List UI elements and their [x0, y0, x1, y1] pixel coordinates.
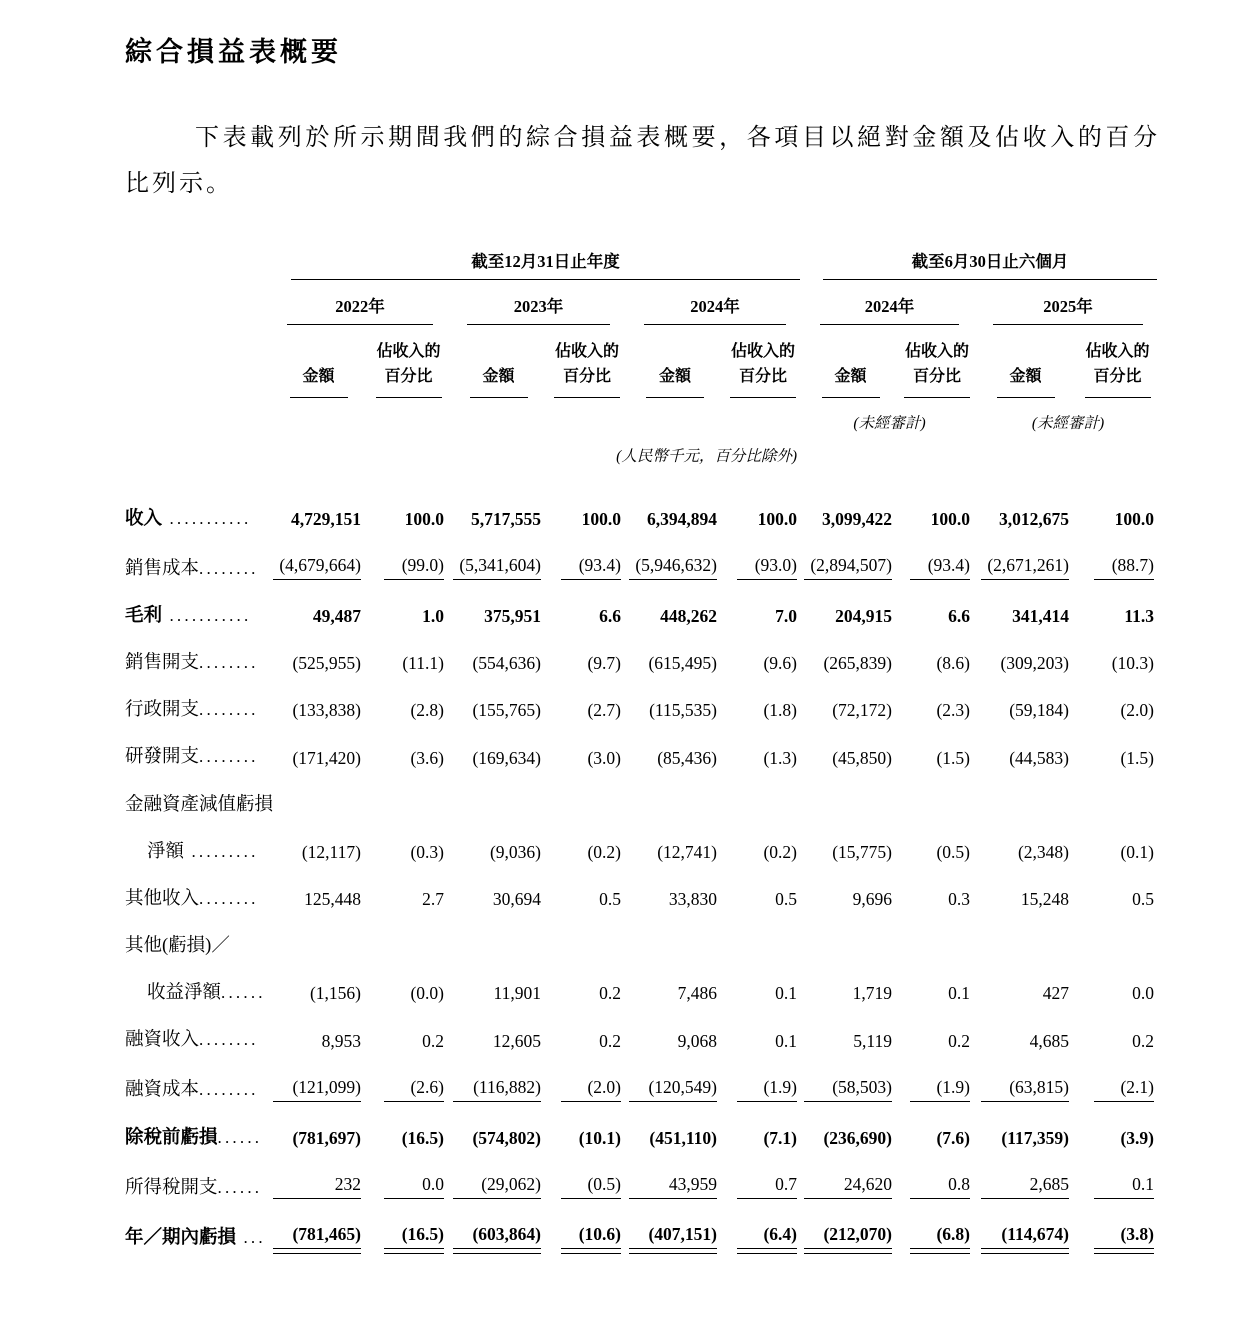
percent-cell: (10.6)	[547, 1208, 627, 1258]
percent-cell: 7.0	[775, 605, 797, 626]
row-label: 融資成本........	[125, 1080, 259, 1101]
period-group-row	[125, 247, 1160, 281]
amount-cell: (309,203)	[1000, 653, 1069, 674]
amount-cell: (574,802)	[472, 1127, 541, 1148]
dot-leader: ........	[199, 888, 259, 908]
percent-cell: (2.1)	[1075, 1061, 1160, 1111]
percent-cell: 0.5	[775, 889, 797, 910]
row-label: 研發開支........	[125, 747, 259, 768]
percent-cell: 0.2	[1132, 1030, 1154, 1051]
amount-cell: (115,535)	[649, 700, 717, 721]
amount-cell: (212,070)	[803, 1208, 898, 1258]
table-row	[125, 966, 1160, 1013]
percent-cell: (1.9)	[898, 1061, 976, 1111]
amount-cell: 49,487	[312, 605, 361, 626]
percent-cell: (8.6)	[936, 653, 970, 674]
year-header-2025-interim: 2025年	[976, 281, 1160, 326]
row-label: 銷售開支........	[125, 652, 259, 673]
amount-cell: 4,685	[1029, 1030, 1069, 1051]
percent-cell: (2.8)	[410, 700, 444, 721]
empty-cell	[803, 434, 1160, 492]
percent-cell: (0.1)	[1120, 841, 1154, 862]
percent-cell: (9.7)	[587, 653, 621, 674]
table-row	[125, 1111, 1160, 1158]
amount-cell: (1,156)	[309, 983, 361, 1004]
amount-cell: 8,953	[321, 1030, 361, 1051]
percent-header: 佔收入的 百分比	[723, 326, 803, 399]
amount-cell: 5,717,555	[471, 508, 541, 529]
amount-cell: (781,465)	[270, 1208, 367, 1258]
percent-cell: (7.6)	[936, 1127, 970, 1148]
unit-note-row	[125, 434, 1160, 492]
empty-cell	[125, 281, 270, 326]
percent-cell: 6.6	[599, 605, 621, 626]
amount-cell: 204,915	[835, 605, 892, 626]
amount-cell: (236,690)	[823, 1127, 892, 1148]
percent-cell: 0.3	[948, 889, 970, 910]
percent-cell: 0.5	[1132, 889, 1154, 910]
empty-cell	[125, 247, 270, 281]
dot-leader: ........	[199, 1030, 259, 1050]
percent-cell: (1.5)	[936, 747, 970, 768]
amount-cell: (171,420)	[292, 747, 361, 768]
year-header-2023: 2023年	[450, 281, 627, 326]
amount-cell: 3,012,675	[999, 508, 1069, 529]
amount-cell: (133,838)	[292, 700, 361, 721]
percent-cell: (2.6)	[367, 1061, 450, 1111]
income-statement-table	[125, 247, 1160, 1258]
row-label: 收益淨額......	[147, 983, 266, 1004]
empty-cell	[270, 919, 1160, 966]
dot-leader: ........	[199, 700, 259, 720]
amount-header: 金額	[976, 326, 1075, 399]
amount-cell: 30,694	[492, 889, 541, 910]
percent-cell: 0.1	[775, 1030, 797, 1051]
intro-paragraph: 下表載列於所示期間我們的綜合損益表概要，各項目以絕對金額及佔收入的百分比列示。	[125, 125, 1160, 197]
dot-leader: ...........	[162, 508, 252, 528]
percent-cell: 100.0	[404, 508, 444, 529]
percent-cell: (6.4)	[723, 1208, 803, 1258]
amount-cell: (265,839)	[823, 653, 892, 674]
dot-leader: ......	[221, 983, 266, 1003]
percent-cell: (3.9)	[1120, 1127, 1154, 1148]
percent-cell: (2.0)	[547, 1061, 627, 1111]
row-label: 金融資產減值虧損	[125, 794, 274, 815]
dot-leader: .........	[184, 841, 259, 861]
amount-cell: (85,436)	[657, 747, 717, 768]
amount-cell: 6,394,894	[647, 508, 717, 529]
percent-cell: (10.1)	[578, 1127, 621, 1148]
amount-cell: (5,946,632)	[627, 539, 723, 589]
table-row	[125, 539, 1160, 589]
amount-cell: (72,172)	[832, 700, 892, 721]
percent-cell: 0.5	[599, 889, 621, 910]
percent-cell: 1.0	[422, 605, 444, 626]
amount-cell: 4,729,151	[291, 508, 361, 529]
table-row	[125, 1208, 1160, 1258]
percent-cell: (16.5)	[367, 1208, 450, 1258]
dot-leader: ........	[199, 1080, 259, 1100]
period-group-interim	[803, 247, 1160, 281]
percent-cell: (0.3)	[410, 841, 444, 862]
amount-cell: (12,741)	[657, 841, 717, 862]
income-table-body	[125, 492, 1160, 1258]
percent-cell: (0.2)	[587, 841, 621, 862]
amount-cell: 12,605	[492, 1030, 541, 1051]
percent-cell: 0.0	[1132, 983, 1154, 1004]
percent-cell: 0.8	[898, 1158, 976, 1208]
row-label: 毛利 ...........	[125, 605, 252, 626]
dot-leader: ........	[199, 558, 259, 578]
dot-leader: ........	[199, 747, 259, 767]
amount-cell: 9,068	[677, 1030, 717, 1051]
amount-cell: 3,099,422	[822, 508, 892, 529]
amount-cell: (554,636)	[472, 653, 541, 674]
percent-cell: 0.1	[1075, 1158, 1160, 1208]
row-label: 行政開支........	[125, 700, 259, 721]
percent-cell: 6.6	[948, 605, 970, 626]
amount-cell: 448,262	[660, 605, 717, 626]
amount-cell: 43,959	[627, 1158, 723, 1208]
amount-cell: (114,674)	[976, 1208, 1075, 1258]
dot-leader: ......	[217, 1127, 263, 1147]
amount-cell: (63,815)	[976, 1061, 1075, 1111]
percent-cell: (10.3)	[1111, 653, 1154, 674]
table-row	[125, 1158, 1160, 1208]
table-row	[125, 683, 1160, 730]
row-label: 融資收入........	[125, 1030, 259, 1051]
percent-header: 佔收入的 百分比	[367, 326, 450, 399]
percent-cell: (93.4)	[898, 539, 976, 589]
amount-cell: (781,697)	[292, 1127, 361, 1148]
amount-cell: 232	[270, 1158, 367, 1208]
table-row	[125, 919, 1160, 966]
amount-cell: (5,341,604)	[450, 539, 547, 589]
percent-cell: 100.0	[757, 508, 797, 529]
unaudited-note: (未經審計)	[853, 414, 926, 432]
percent-cell: 2.7	[422, 889, 444, 910]
amount-cell: 427	[1042, 983, 1069, 1004]
year-header-2024: 2024年	[627, 281, 803, 326]
percent-cell: (6.8)	[898, 1208, 976, 1258]
percent-cell: 0.2	[599, 983, 621, 1004]
table-row	[125, 492, 1160, 539]
percent-cell: (2.0)	[1120, 700, 1154, 721]
page-title: 綜合損益表概要	[125, 37, 342, 67]
amount-cell: (58,503)	[803, 1061, 898, 1111]
dot-leader: ......	[217, 1177, 263, 1197]
table-row	[125, 589, 1160, 636]
amount-cell: 341,414	[1012, 605, 1069, 626]
amount-header: 金額	[627, 326, 723, 399]
percent-cell: (9.6)	[763, 653, 797, 674]
amount-cell: (155,765)	[472, 700, 541, 721]
amount-cell: 1,719	[852, 983, 892, 1004]
amount-cell: (121,099)	[270, 1061, 367, 1111]
row-label: 其他(虧損)／	[125, 936, 230, 957]
row-label: 其他收入........	[125, 888, 259, 909]
amount-cell: 11,901	[493, 983, 541, 1004]
amount-cell: (4,679,664)	[270, 539, 367, 589]
amount-cell: 24,620	[803, 1158, 898, 1208]
amount-cell: (117,359)	[1001, 1127, 1069, 1148]
amount-cell: (120,549)	[627, 1061, 723, 1111]
row-label: 除稅前虧損......	[125, 1127, 263, 1148]
amount-cell: 125,448	[304, 889, 361, 910]
percent-cell: (0.5)	[547, 1158, 627, 1208]
percent-cell: (88.7)	[1075, 539, 1160, 589]
percent-header: 佔收入的 百分比	[1075, 326, 1160, 399]
amount-cell: (2,348)	[1017, 841, 1069, 862]
percent-cell: (0.2)	[763, 841, 797, 862]
percent-cell: (7.1)	[763, 1127, 797, 1148]
amount-cell: 7,486	[677, 983, 717, 1004]
period-group-annual-label: 截至12月31日止年度	[291, 248, 800, 280]
percent-cell: 0.1	[775, 983, 797, 1004]
percent-cell: (16.5)	[401, 1127, 444, 1148]
year-header-2024-interim: 2024年	[803, 281, 976, 326]
percent-cell: (93.4)	[547, 539, 627, 589]
percent-header: 佔收入的 百分比	[547, 326, 627, 399]
dot-leader: ...........	[162, 605, 252, 625]
percent-cell: (1.3)	[763, 747, 797, 768]
row-label: 所得稅開支......	[125, 1177, 263, 1198]
table-row	[125, 778, 1160, 825]
amount-cell: (615,495)	[648, 653, 717, 674]
percent-cell: 0.7	[723, 1158, 803, 1208]
amount-cell: (407,151)	[627, 1208, 723, 1258]
period-group-interim-label: 截至6月30日止六個月	[823, 248, 1157, 280]
row-label: 年／期內虧損 ...	[125, 1227, 266, 1248]
amount-cell: (2,894,507)	[803, 539, 898, 589]
amount-cell: (59,184)	[1009, 700, 1069, 721]
percent-cell: 0.2	[599, 1030, 621, 1051]
unaudited-note: (未經審計)	[1031, 414, 1105, 432]
amount-cell: (169,634)	[472, 747, 541, 768]
year-header-2022: 2022年	[270, 281, 450, 326]
percent-cell: (0.0)	[410, 983, 444, 1004]
percent-cell: (1.9)	[723, 1061, 803, 1111]
empty-cell	[270, 778, 1160, 825]
period-group-annual	[270, 247, 803, 281]
amount-cell: (12,117)	[301, 841, 361, 862]
amount-header: 金額	[803, 326, 898, 399]
table-row	[125, 1061, 1160, 1111]
percent-cell: 100.0	[1114, 508, 1154, 529]
table-row	[125, 636, 1160, 683]
unit-note: (人民幣千元，百分比除外)	[616, 447, 797, 465]
unaudited-row	[125, 399, 1160, 434]
percent-cell: (3.6)	[410, 747, 444, 768]
amount-cell: (15,775)	[832, 841, 892, 862]
percent-cell: 100.0	[581, 508, 621, 529]
percent-cell: (0.5)	[936, 841, 970, 862]
amount-cell: 15,248	[1020, 889, 1069, 910]
amount-cell: (525,955)	[292, 653, 361, 674]
amount-cell: (45,850)	[832, 747, 892, 768]
row-label: 淨額 .........	[147, 841, 259, 862]
amount-header: 金額	[450, 326, 547, 399]
amount-cell: (9,036)	[489, 841, 541, 862]
amount-cell: 33,830	[668, 889, 717, 910]
dot-leader: ...	[236, 1227, 266, 1247]
percent-cell: (2.7)	[587, 700, 621, 721]
percent-cell: 100.0	[930, 508, 970, 529]
amount-cell: 375,951	[484, 605, 541, 626]
empty-cell	[125, 399, 803, 434]
percent-cell: (1.5)	[1120, 747, 1154, 768]
percent-cell: (99.0)	[367, 539, 450, 589]
percent-header: 佔收入的 百分比	[898, 326, 976, 399]
percent-cell: 0.2	[422, 1030, 444, 1051]
row-label: 銷售成本........	[125, 558, 259, 579]
percent-cell: (11.1)	[402, 653, 444, 674]
percent-cell: (2.3)	[936, 700, 970, 721]
table-row	[125, 872, 1160, 919]
table-row	[125, 1013, 1160, 1060]
amount-cell: (44,583)	[1009, 747, 1069, 768]
percent-cell: (93.0)	[723, 539, 803, 589]
percent-cell: (1.8)	[763, 700, 797, 721]
percent-cell: (3.0)	[587, 747, 621, 768]
row-label: 收入 ...........	[125, 508, 252, 529]
column-header-row	[125, 326, 1160, 399]
percent-cell: 0.0	[367, 1158, 450, 1208]
amount-cell: (451,110)	[649, 1127, 717, 1148]
percent-cell: 0.1	[948, 983, 970, 1004]
amount-cell: (116,882)	[450, 1061, 547, 1111]
amount-cell: 9,696	[852, 889, 892, 910]
table-row	[125, 825, 1160, 872]
year-header-row	[125, 281, 1160, 326]
percent-cell: 11.3	[1124, 605, 1154, 626]
empty-cell	[125, 326, 270, 399]
dot-leader: ........	[199, 652, 259, 672]
amount-cell: (29,062)	[450, 1158, 547, 1208]
amount-cell: 2,685	[976, 1158, 1075, 1208]
amount-cell: (2,671,261)	[976, 539, 1075, 589]
amount-header: 金額	[270, 326, 367, 399]
table-row	[125, 730, 1160, 777]
percent-cell: (3.8)	[1075, 1208, 1160, 1258]
amount-cell: (603,864)	[450, 1208, 547, 1258]
amount-cell: 5,119	[853, 1030, 892, 1051]
percent-cell: 0.2	[948, 1030, 970, 1051]
